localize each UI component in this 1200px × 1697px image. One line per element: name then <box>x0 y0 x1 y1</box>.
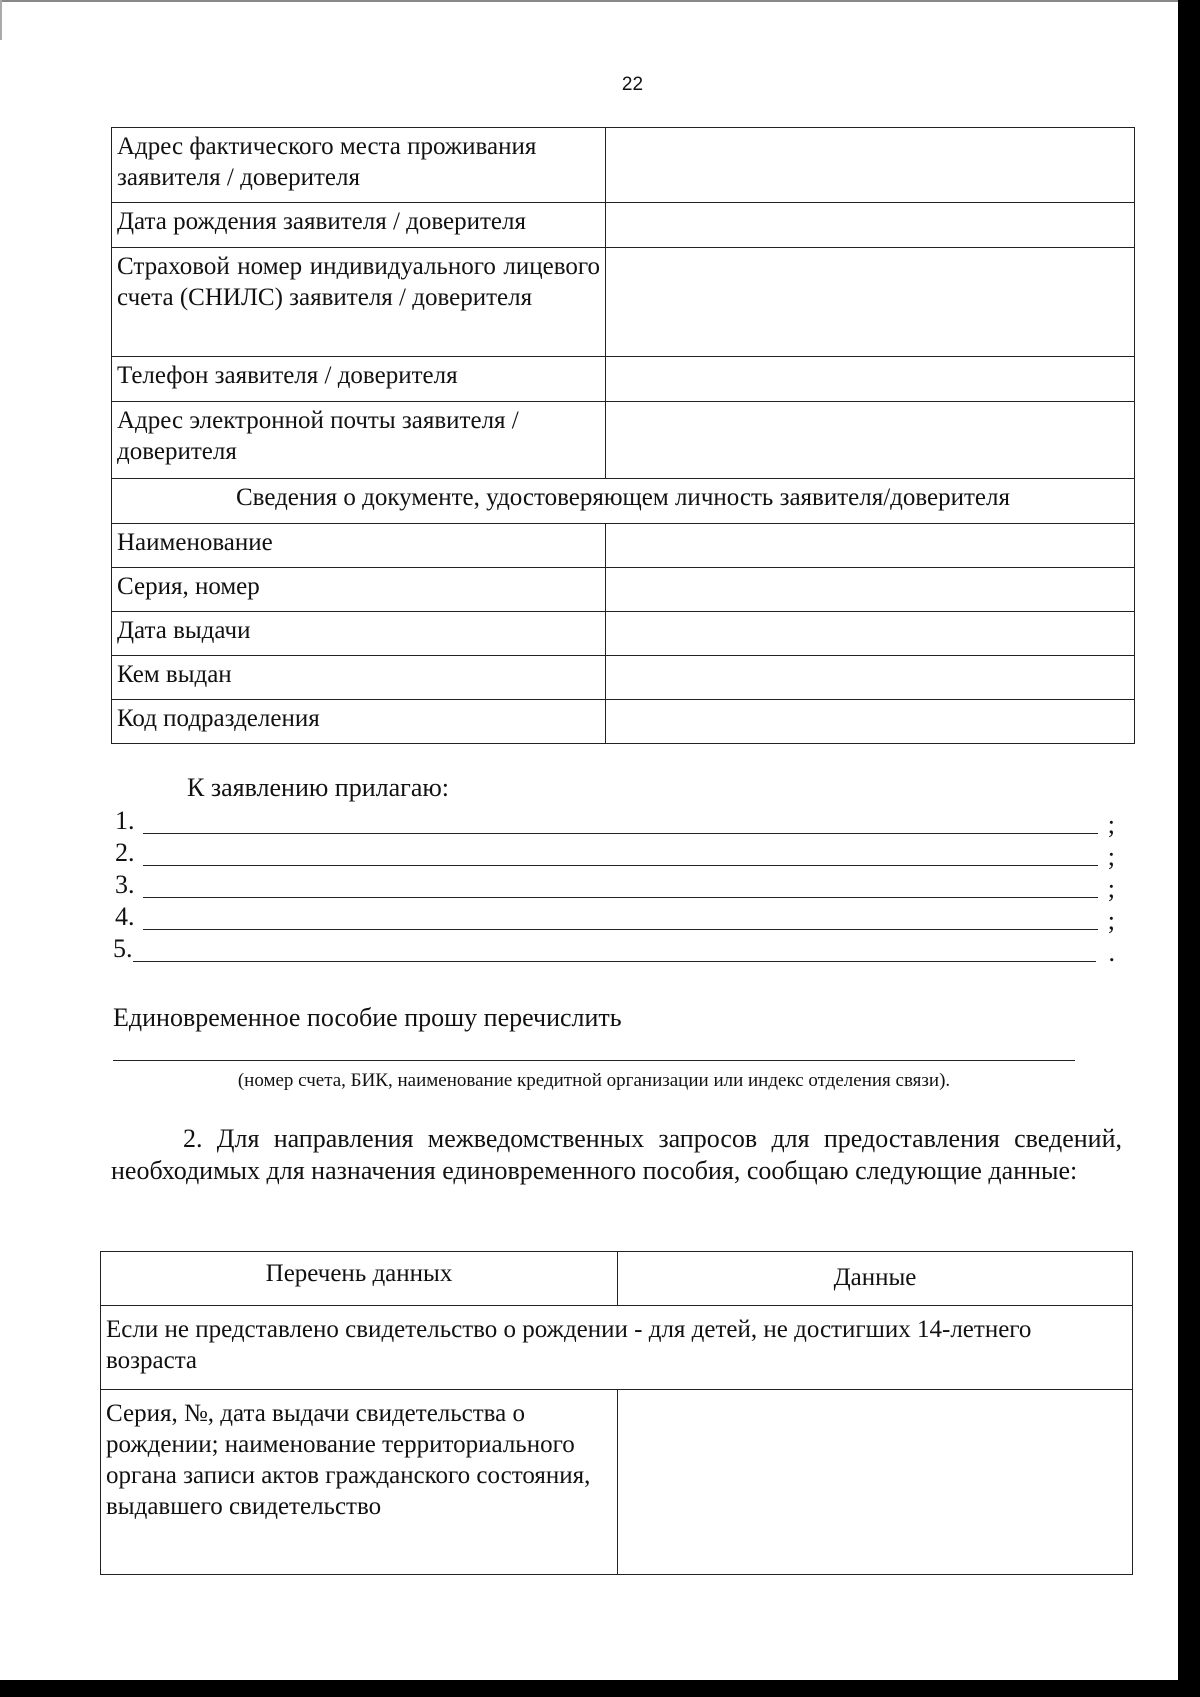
document-name-field[interactable] <box>606 524 1135 568</box>
document-series-number-field[interactable] <box>606 568 1135 612</box>
attachment-end-mark: . <box>1108 938 1115 967</box>
residence-address-field[interactable] <box>606 128 1135 203</box>
document-name-label: Наименование <box>112 524 606 568</box>
attachment-line-4[interactable] <box>115 902 1115 934</box>
attachments-heading: К заявлению прилагаю: <box>187 773 450 802</box>
attachment-line-1[interactable] <box>115 806 1115 838</box>
attachment-field[interactable] <box>143 833 1098 834</box>
attachment-number: 3. <box>115 870 135 899</box>
column-header-data: Данные <box>618 1252 1133 1306</box>
email-field[interactable] <box>606 402 1135 479</box>
issue-date-field[interactable] <box>606 612 1135 656</box>
attachment-end-mark: ; <box>1107 810 1115 839</box>
birth-date-field[interactable] <box>606 203 1135 248</box>
table-row <box>112 700 1135 744</box>
table-row <box>101 1390 1133 1575</box>
issued-by-field[interactable] <box>606 656 1135 700</box>
paragraph-text: 2. Для направления межведомственных запросов для предоставления сведений, необходимых для назначения единовременного пособия, сообщаю следующие данные: <box>111 1124 1122 1185</box>
scan-bottom-border <box>0 1680 1200 1697</box>
payout-hint: (номер счета, БИК, наименование кредитной организации или индекс отделения связи). <box>237 1070 951 1091</box>
attachment-number: 4. <box>115 902 135 931</box>
attachment-field[interactable] <box>143 929 1098 930</box>
table-row <box>112 479 1135 524</box>
scan-top-edge <box>0 0 1180 2</box>
attachment-line-5[interactable] <box>113 934 1113 966</box>
payout-label: Единовременное пособие прошу перечислить <box>113 1003 622 1032</box>
snils-label: Страховой номер индивидуального лицевого счета (СНИЛС) заявителя / доверителя <box>112 248 606 357</box>
table-row <box>112 248 1135 357</box>
attachment-line-3[interactable] <box>115 870 1115 902</box>
issue-date-label: Дата выдачи <box>112 612 606 656</box>
birth-certificate-details-field[interactable] <box>618 1390 1133 1575</box>
table-row <box>112 612 1135 656</box>
table-row <box>112 357 1135 402</box>
payout-field[interactable] <box>113 1060 1075 1061</box>
attachment-field[interactable] <box>133 961 1096 962</box>
table-row <box>101 1306 1133 1390</box>
birth-certificate-details-label: Серия, №, дата выдачи свидетельства о рождении; наименование территориального органа записи актов гражданского состояния, выдавшего свидетельство <box>101 1390 618 1575</box>
issued-by-label: Кем выдан <box>112 656 606 700</box>
table-row <box>112 568 1135 612</box>
residence-address-label: Адрес фактического места проживания заявителя / доверителя <box>112 128 606 203</box>
attachment-number: 2. <box>115 838 135 867</box>
document-series-number-label: Серия, номер <box>112 568 606 612</box>
attachment-end-mark: ; <box>1107 906 1115 935</box>
phone-label: Телефон заявителя / доверителя <box>112 357 606 402</box>
attachment-field[interactable] <box>143 865 1098 866</box>
table-row <box>112 203 1135 248</box>
email-label: Адрес электронной почты заявителя / доверителя <box>112 402 606 479</box>
interagency-request-paragraph <box>111 1123 1122 1187</box>
identity-document-section-header: Сведения о документе, удостоверяющем личность заявителя/доверителя <box>112 479 1135 524</box>
table-row <box>101 1252 1133 1306</box>
attachment-end-mark: ; <box>1107 842 1115 871</box>
applicant-info-table <box>111 127 1135 744</box>
birth-date-label: Дата рождения заявителя / доверителя <box>112 203 606 248</box>
column-header-data-list: Перечень данных <box>101 1252 618 1306</box>
attachment-number: 1. <box>115 806 135 835</box>
attachment-line-2[interactable] <box>115 838 1115 870</box>
attachment-field[interactable] <box>143 897 1098 898</box>
department-code-field[interactable] <box>606 700 1135 744</box>
birth-certificate-section: Если не представлено свидетельство о рождении - для детей, не достигших 14-летнего возраста <box>101 1306 1133 1390</box>
attachment-end-mark: ; <box>1107 874 1115 903</box>
scan-left-edge <box>0 0 2 40</box>
attachment-number: 5. <box>113 934 133 963</box>
scan-right-border <box>1178 0 1200 1697</box>
interagency-data-table <box>100 1251 1133 1575</box>
table-row <box>112 656 1135 700</box>
table-row <box>112 402 1135 479</box>
page-number: 22 <box>621 74 644 95</box>
department-code-label: Код подразделения <box>112 700 606 744</box>
snils-field[interactable] <box>606 248 1135 357</box>
table-row <box>112 128 1135 203</box>
phone-field[interactable] <box>606 357 1135 402</box>
table-row <box>112 524 1135 568</box>
